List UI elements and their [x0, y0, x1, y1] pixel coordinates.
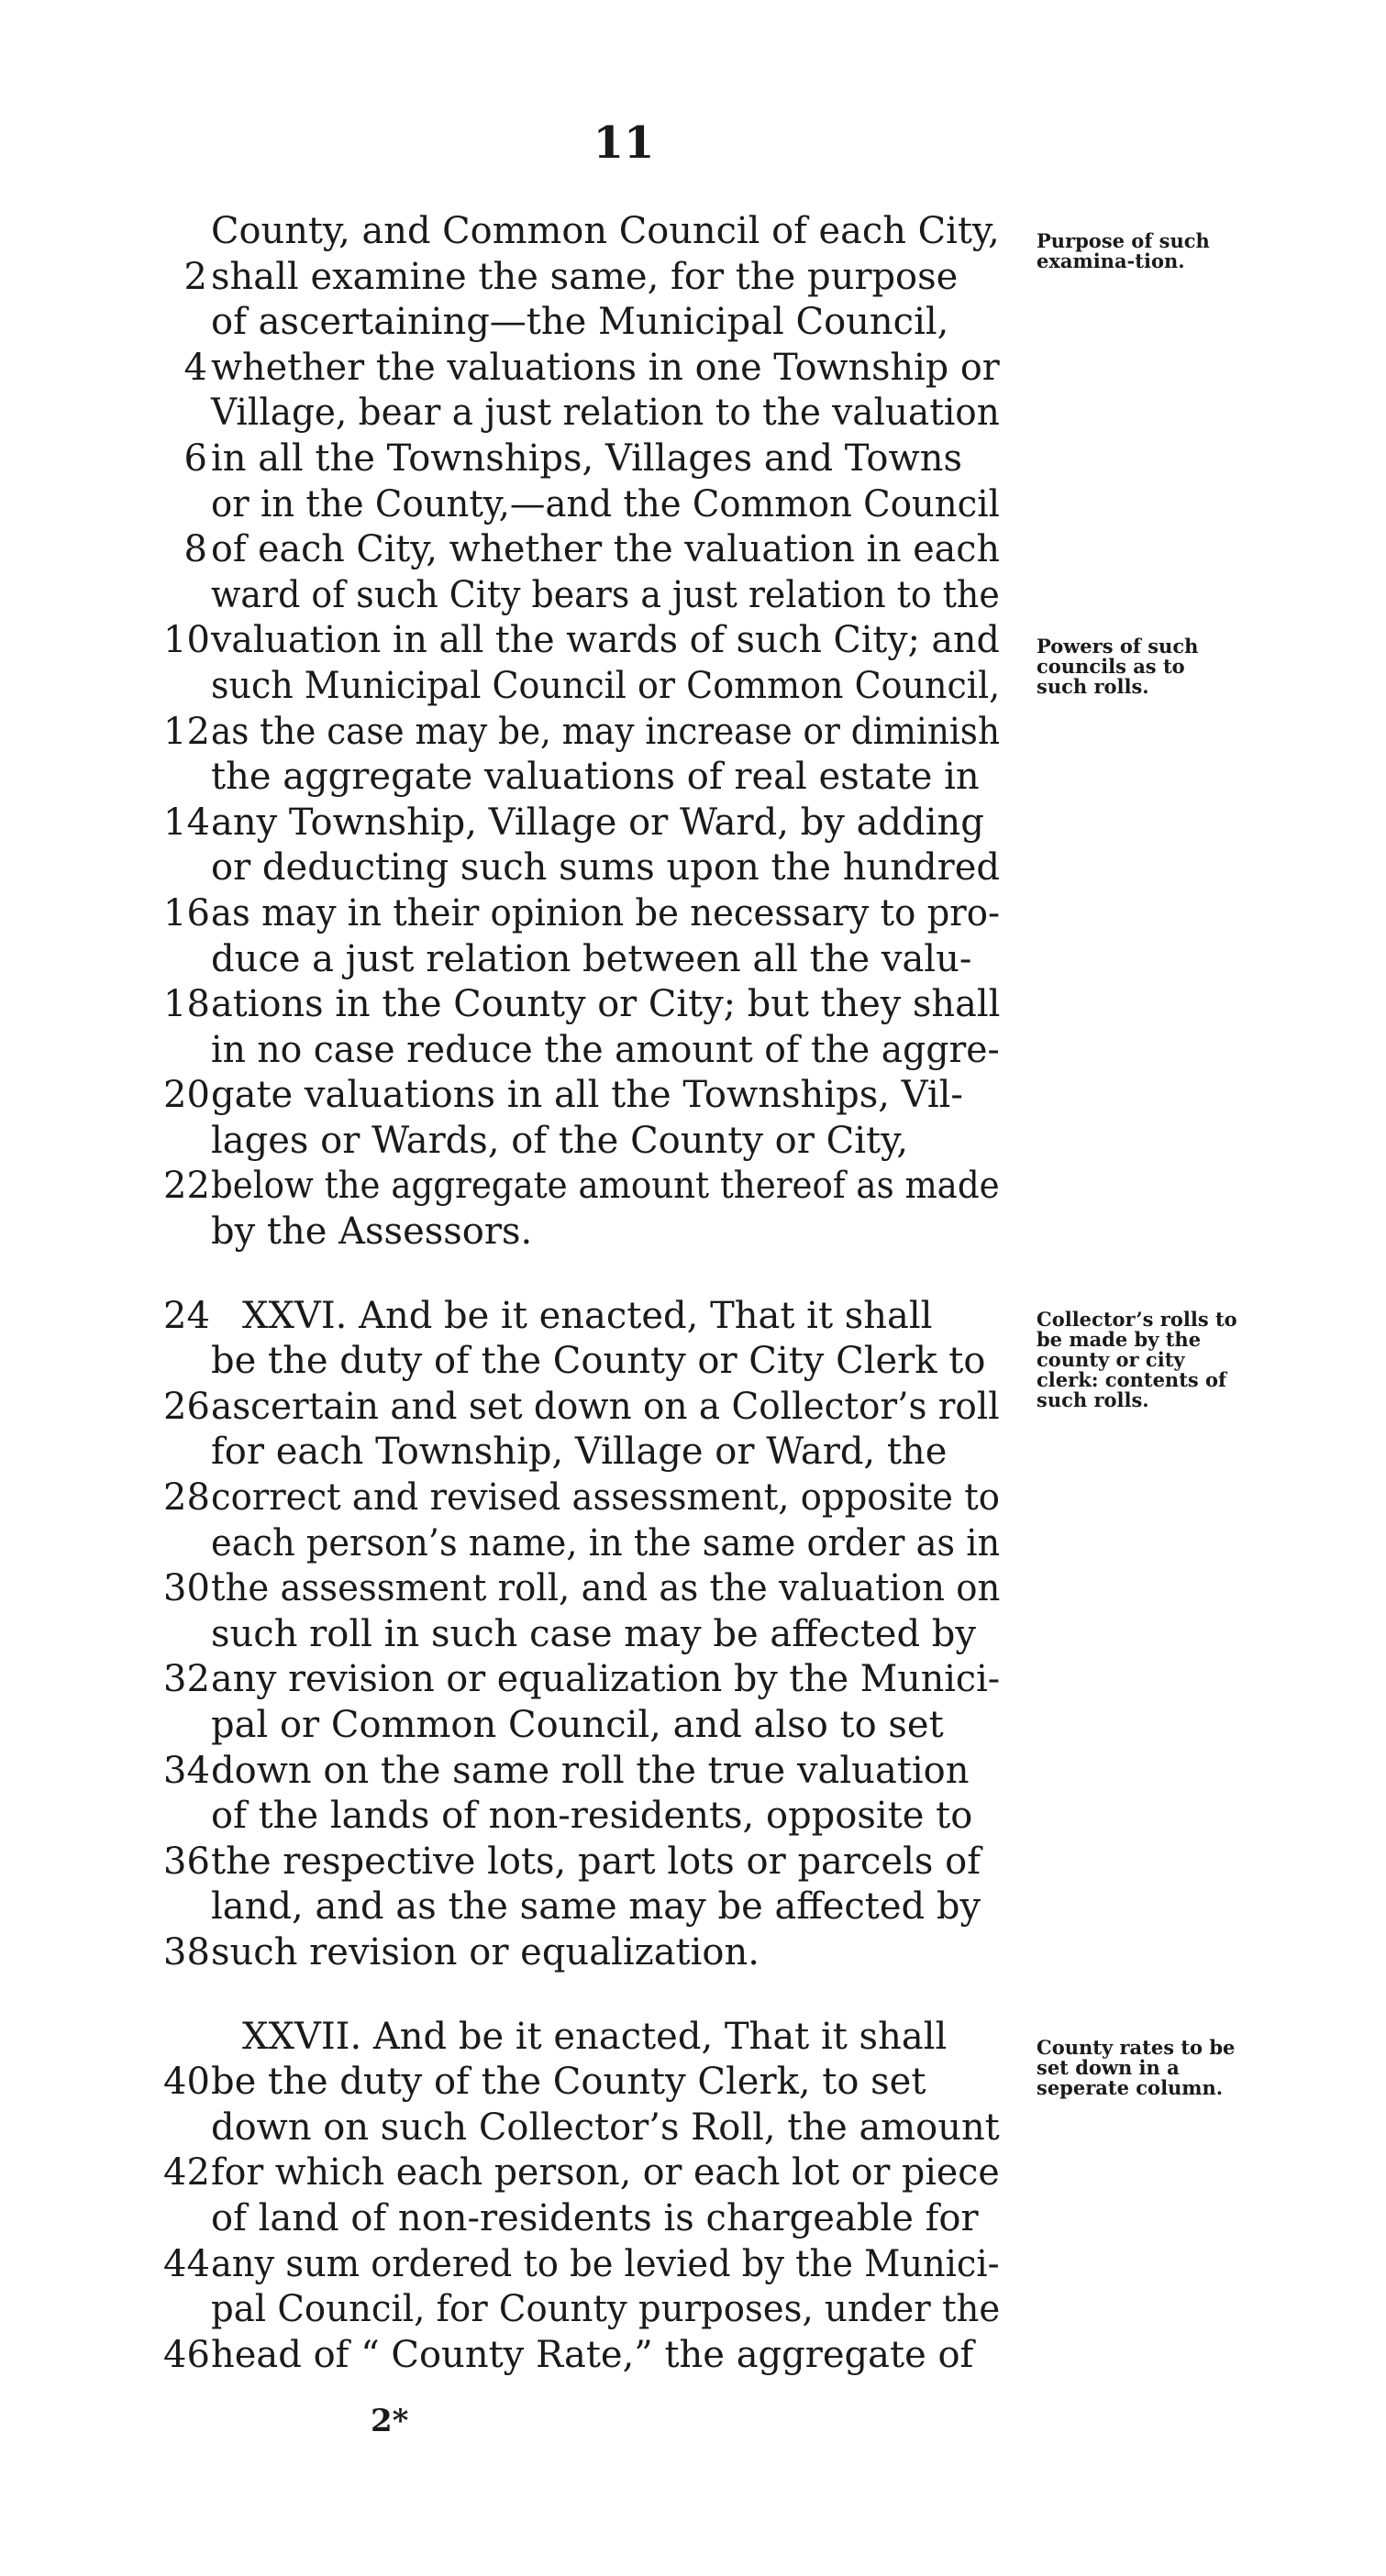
- line-text: pal Council, for County purposes, under the: [211, 2288, 1001, 2331]
- line-number: 44: [163, 2242, 210, 2285]
- text-line: [163, 346, 1007, 392]
- text-line: [163, 755, 1007, 801]
- line-text: of ascertaining—the Municipal Council,: [211, 301, 949, 344]
- text-line: [163, 2242, 1007, 2288]
- text-line: [163, 209, 1007, 255]
- text-line: [163, 482, 1007, 528]
- text-line: [163, 527, 1007, 573]
- line-text: ations in the County or City; but they shall: [211, 983, 1001, 1026]
- line-text: land, and as the same may be affected by: [211, 1885, 981, 1929]
- text-line: [163, 1885, 1007, 1930]
- line-text: as the case may be, may increase or diminish: [211, 710, 1001, 753]
- text-line: [163, 1566, 1007, 1612]
- text-line: [163, 937, 1007, 983]
- line-text: down on such Collector’s Roll, the amount: [211, 2106, 1000, 2149]
- line-number: 10: [163, 619, 210, 662]
- section-gap: [163, 1976, 1007, 2015]
- line-number: 16: [163, 891, 210, 934]
- text-line: [163, 664, 1007, 710]
- line-text: each person’s name, in the same order as in: [211, 1521, 1001, 1564]
- line-text: down on the same roll the true valuation: [211, 1749, 970, 1792]
- line-text: any Township, Village or Ward, by adding: [211, 801, 984, 844]
- text-line: [163, 300, 1007, 346]
- text-line: [163, 1476, 1007, 1521]
- text-line: [163, 1794, 1007, 1840]
- line-number: 38: [163, 1930, 210, 1973]
- line-text: such roll in such case may be affected by: [211, 1612, 976, 1655]
- line-text: any revision or equalization by the Munici-: [211, 1658, 1001, 1701]
- line-number: 22: [163, 1165, 210, 1208]
- main-text-column: [163, 209, 1007, 2378]
- text-line: [163, 1657, 1007, 1703]
- text-line: [163, 1385, 1007, 1431]
- text-line: [163, 1703, 1007, 1749]
- text-line: [163, 710, 1007, 756]
- line-number: 18: [163, 983, 210, 1026]
- line-text: such revision or equalization.: [211, 1930, 760, 1973]
- line-number: 36: [163, 1840, 210, 1883]
- line-number: 2: [183, 255, 207, 298]
- line-text: for which each person, or each lot or piece: [211, 2151, 1000, 2195]
- line-number: 40: [163, 2061, 210, 2104]
- text-line: [163, 2150, 1007, 2196]
- margin-note-collectors-rolls: Collector’s rolls to be made by the county or city clerk: contents of such rolls.: [1037, 1308, 1237, 1411]
- line-number: 28: [163, 1476, 210, 1520]
- line-number: 30: [163, 1567, 210, 1610]
- text-line: [163, 891, 1007, 937]
- margin-note-powers: Powers of such councils as to such rolls.: [1037, 635, 1199, 698]
- text-line: [163, 1521, 1007, 1567]
- line-text: or deducting such sums upon the hundred: [211, 846, 1000, 890]
- line-text: the assessment roll, and as the valuation on: [211, 1567, 1001, 1610]
- line-text: valuation in all the wards of such City; and: [211, 619, 1000, 662]
- text-line: [163, 1430, 1007, 1476]
- line-text: in all the Townships, Villages and Towns: [211, 437, 962, 480]
- line-text: the respective lots, part lots or parcels of: [211, 1840, 981, 1883]
- line-number: 4: [183, 346, 207, 389]
- line-text: Village, bear a just relation to the valuation: [211, 392, 1000, 435]
- line-text: the aggregate valuations of real estate in: [211, 756, 980, 799]
- line-number: 20: [163, 1074, 210, 1117]
- text-line: [163, 1164, 1007, 1210]
- line-number: 8: [183, 528, 207, 571]
- text-line: [163, 573, 1007, 619]
- line-text: head of “ County Rate,” the aggregate of: [211, 2333, 974, 2376]
- line-number: 32: [163, 1658, 210, 1701]
- line-text: be the duty of the County Clerk, to set: [211, 2061, 926, 2104]
- margin-note-purpose: Purpose of such examina-tion.: [1037, 229, 1210, 272]
- text-line: [163, 618, 1007, 664]
- line-text: XXVII. And be it enacted, That it shall: [242, 2015, 948, 2058]
- section-gap: [163, 1255, 1007, 1294]
- text-line: [163, 255, 1007, 301]
- line-number: 6: [183, 437, 207, 480]
- line-text: shall examine the same, for the purpose: [211, 255, 959, 298]
- text-line: [163, 1612, 1007, 1658]
- line-text: whether the valuations in one Township or: [211, 346, 1000, 389]
- line-text: any sum ordered to be levied by the Munici-: [211, 2242, 1000, 2285]
- line-text: or in the County,—and the Common Council: [211, 482, 1000, 525]
- text-line: [163, 1339, 1007, 1385]
- signature-mark: 2*: [371, 2403, 409, 2439]
- line-text: XXVI. And be it enacted, That it shall: [242, 1294, 933, 1337]
- text-line: [163, 1930, 1007, 1976]
- text-line: [163, 2287, 1007, 2333]
- line-text: lages or Wards, of the County or City,: [211, 1119, 909, 1162]
- line-text: be the duty of the County or City Clerk to: [211, 1340, 986, 1383]
- line-text: of the lands of non-residents, opposite to: [211, 1795, 973, 1838]
- text-line: [163, 2196, 1007, 2242]
- line-number: 34: [163, 1749, 210, 1792]
- text-line: [163, 801, 1007, 846]
- line-number: 12: [163, 710, 210, 753]
- text-line: [163, 2333, 1007, 2379]
- margin-note-county-rates: County rates to be set down in a seperate column.: [1037, 2036, 1236, 2099]
- text-line: [163, 1210, 1007, 1255]
- text-line: [163, 437, 1007, 482]
- line-text: gate valuations in all the Townships, Vil-: [211, 1074, 963, 1117]
- text-line: [163, 982, 1007, 1028]
- line-text: ward of such City bears a just relation to the: [211, 573, 1000, 616]
- text-line: [163, 391, 1007, 437]
- line-text: correct and revised assessment, opposite to: [211, 1476, 1000, 1520]
- text-line: [163, 2015, 1007, 2061]
- text-line: [163, 2106, 1007, 2151]
- line-text: as may in their opinion be necessary to pro-: [211, 891, 1001, 934]
- line-number: 42: [163, 2151, 210, 2195]
- line-text: ascertain and set down on a Collector’s roll: [211, 1385, 1000, 1428]
- text-line: [163, 1073, 1007, 1119]
- line-text: below the aggregate amount thereof as made: [211, 1165, 1000, 1208]
- text-line: [163, 2060, 1007, 2106]
- line-number: 14: [163, 801, 210, 844]
- line-number: 24: [163, 1294, 210, 1337]
- line-text: of each City, whether the valuation in each: [211, 528, 1000, 571]
- line-text: such Municipal Council or Common Council,: [211, 664, 1001, 707]
- line-number: 26: [163, 1385, 210, 1428]
- line-text: in no case reduce the amount of the aggre-: [211, 1028, 1000, 1071]
- text-line: [163, 1028, 1007, 1074]
- line-text: by the Assessors.: [211, 1211, 533, 1254]
- line-number: 46: [163, 2333, 210, 2376]
- line-text: for each Township, Village or Ward, the: [211, 1431, 948, 1474]
- text-line: [163, 1119, 1007, 1165]
- line-text: County, and Common Council of each City,: [211, 210, 1000, 252]
- line-text: duce a just relation between all the valu-: [211, 937, 972, 980]
- text-line: [163, 1749, 1007, 1795]
- text-line: [163, 846, 1007, 891]
- line-text: of land of non-residents is chargeable for: [211, 2196, 979, 2239]
- line-text: pal or Common Council, and also to set: [211, 1704, 944, 1746]
- text-line: [163, 1840, 1007, 1885]
- text-line: [163, 1294, 1007, 1340]
- page-number: 11: [593, 117, 655, 169]
